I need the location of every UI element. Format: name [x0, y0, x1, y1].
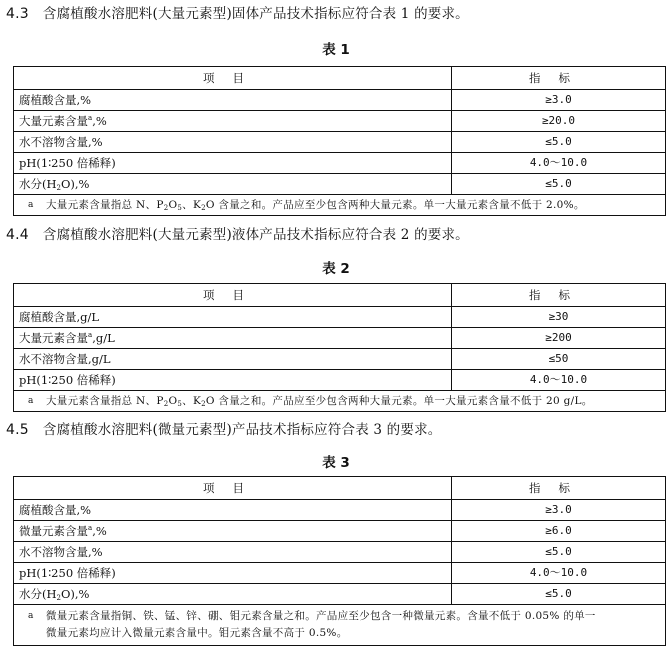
table-row	[14, 307, 666, 328]
section-text: 含腐植酸水溶肥料(微量元素型)产品技术指标应符合表 3 的要求。	[42, 422, 442, 438]
row-item: 大量元素含量$^a$,%	[14, 111, 452, 132]
table-header-row	[14, 67, 666, 90]
row-value: ≤5.0	[452, 584, 666, 605]
row-value: ≤5.0	[452, 174, 666, 195]
table-row	[14, 328, 666, 349]
section-text: 含腐植酸水溶肥料(大量元素型)固体产品技术指标应符合表 1 的要求。	[42, 6, 469, 22]
table-row	[14, 370, 666, 391]
table-row	[14, 153, 666, 174]
table-3	[13, 476, 666, 646]
table-header-row	[14, 284, 666, 307]
row-value: ≥6.0	[452, 521, 666, 542]
row-item: 水不溶物含量,%	[14, 542, 452, 563]
row-value: ≥20.0	[452, 111, 666, 132]
table-row	[14, 584, 666, 605]
row-item: 水分$(H_2O),\%$	[14, 174, 452, 195]
row-item: 水不溶物含量,g/L	[14, 349, 452, 370]
section-number: 4.5	[6, 422, 29, 438]
row-item: pH(1∶250 倍稀释)	[14, 153, 452, 174]
table-1	[13, 66, 666, 216]
row-value: ≥30	[452, 307, 666, 328]
row-item: 微量元素含量$^a$,%	[14, 521, 452, 542]
table-footnote: a 微量元素含量指铜、铁、锰、锌、硼、钼元素含量之和。产品应至少包含一种微量元素。含量不低于 0.05% 的单一 微量元素均应计入微量元素含量中。钼元素含量不高于 0.5%。	[14, 605, 666, 646]
table-3-caption: 表 3	[322, 455, 350, 471]
section-number: 4.3	[6, 6, 29, 22]
row-value: ≤50	[452, 349, 666, 370]
section-4-5-heading	[6, 422, 441, 438]
section-4-4-heading	[6, 227, 469, 243]
header-index: 指标	[452, 284, 666, 307]
table-row	[14, 542, 666, 563]
table-2-caption: 表 2	[322, 261, 350, 277]
row-value: ≥3.0	[452, 90, 666, 111]
row-item: 腐植酸含量,g/L	[14, 307, 452, 328]
table-row	[14, 349, 666, 370]
section-4-3-heading	[6, 6, 469, 22]
row-value: 4.0～10.0	[452, 563, 666, 584]
row-value: 4.0～10.0	[452, 153, 666, 174]
table-footnote: a 大量元素含量指总 N、$P_2O_5$、$K_2O$ 含量之和。产品应至少包含两种大量元素。单一大量元素含量不低于 2.0%。	[14, 195, 666, 216]
table-2	[13, 283, 666, 412]
header-index: 指标	[452, 67, 666, 90]
header-item: 项目	[14, 67, 452, 90]
row-value: ≥3.0	[452, 500, 666, 521]
table-row	[14, 174, 666, 195]
row-item: pH(1∶250 倍稀释)	[14, 563, 452, 584]
table-row	[14, 563, 666, 584]
table-row	[14, 521, 666, 542]
row-item: 腐植酸含量,%	[14, 500, 452, 521]
table-footnote-row	[14, 605, 666, 646]
row-value: 4.0～10.0	[452, 370, 666, 391]
table-row	[14, 500, 666, 521]
table-row	[14, 132, 666, 153]
section-text: 含腐植酸水溶肥料(大量元素型)液体产品技术指标应符合表 2 的要求。	[42, 227, 469, 243]
table-footnote-row	[14, 195, 666, 216]
row-value: ≥200	[452, 328, 666, 349]
row-item: 腐植酸含量,%	[14, 90, 452, 111]
table-header-row	[14, 477, 666, 500]
row-item: pH(1∶250 倍稀释)	[14, 370, 452, 391]
row-item: 水不溶物含量,%	[14, 132, 452, 153]
row-value: ≤5.0	[452, 132, 666, 153]
section-number: 4.4	[6, 227, 29, 243]
header-item: 项目	[14, 477, 452, 500]
row-item: 大量元素含量$^a$,g/L	[14, 328, 452, 349]
header-index: 指标	[452, 477, 666, 500]
header-item: 项目	[14, 284, 452, 307]
row-item: 水分$(H_2O),\%$	[14, 584, 452, 605]
table-row	[14, 90, 666, 111]
row-value: ≤5.0	[452, 542, 666, 563]
table-row	[14, 111, 666, 132]
table-footnote-row	[14, 391, 666, 412]
table-1-caption: 表 1	[322, 42, 350, 58]
table-footnote: a 大量元素含量指总 N、$P_2O_5$、$K_2O$ 含量之和。产品应至少包含两种大量元素。单一大量元素含量不低于 20 g/L。	[14, 391, 666, 412]
